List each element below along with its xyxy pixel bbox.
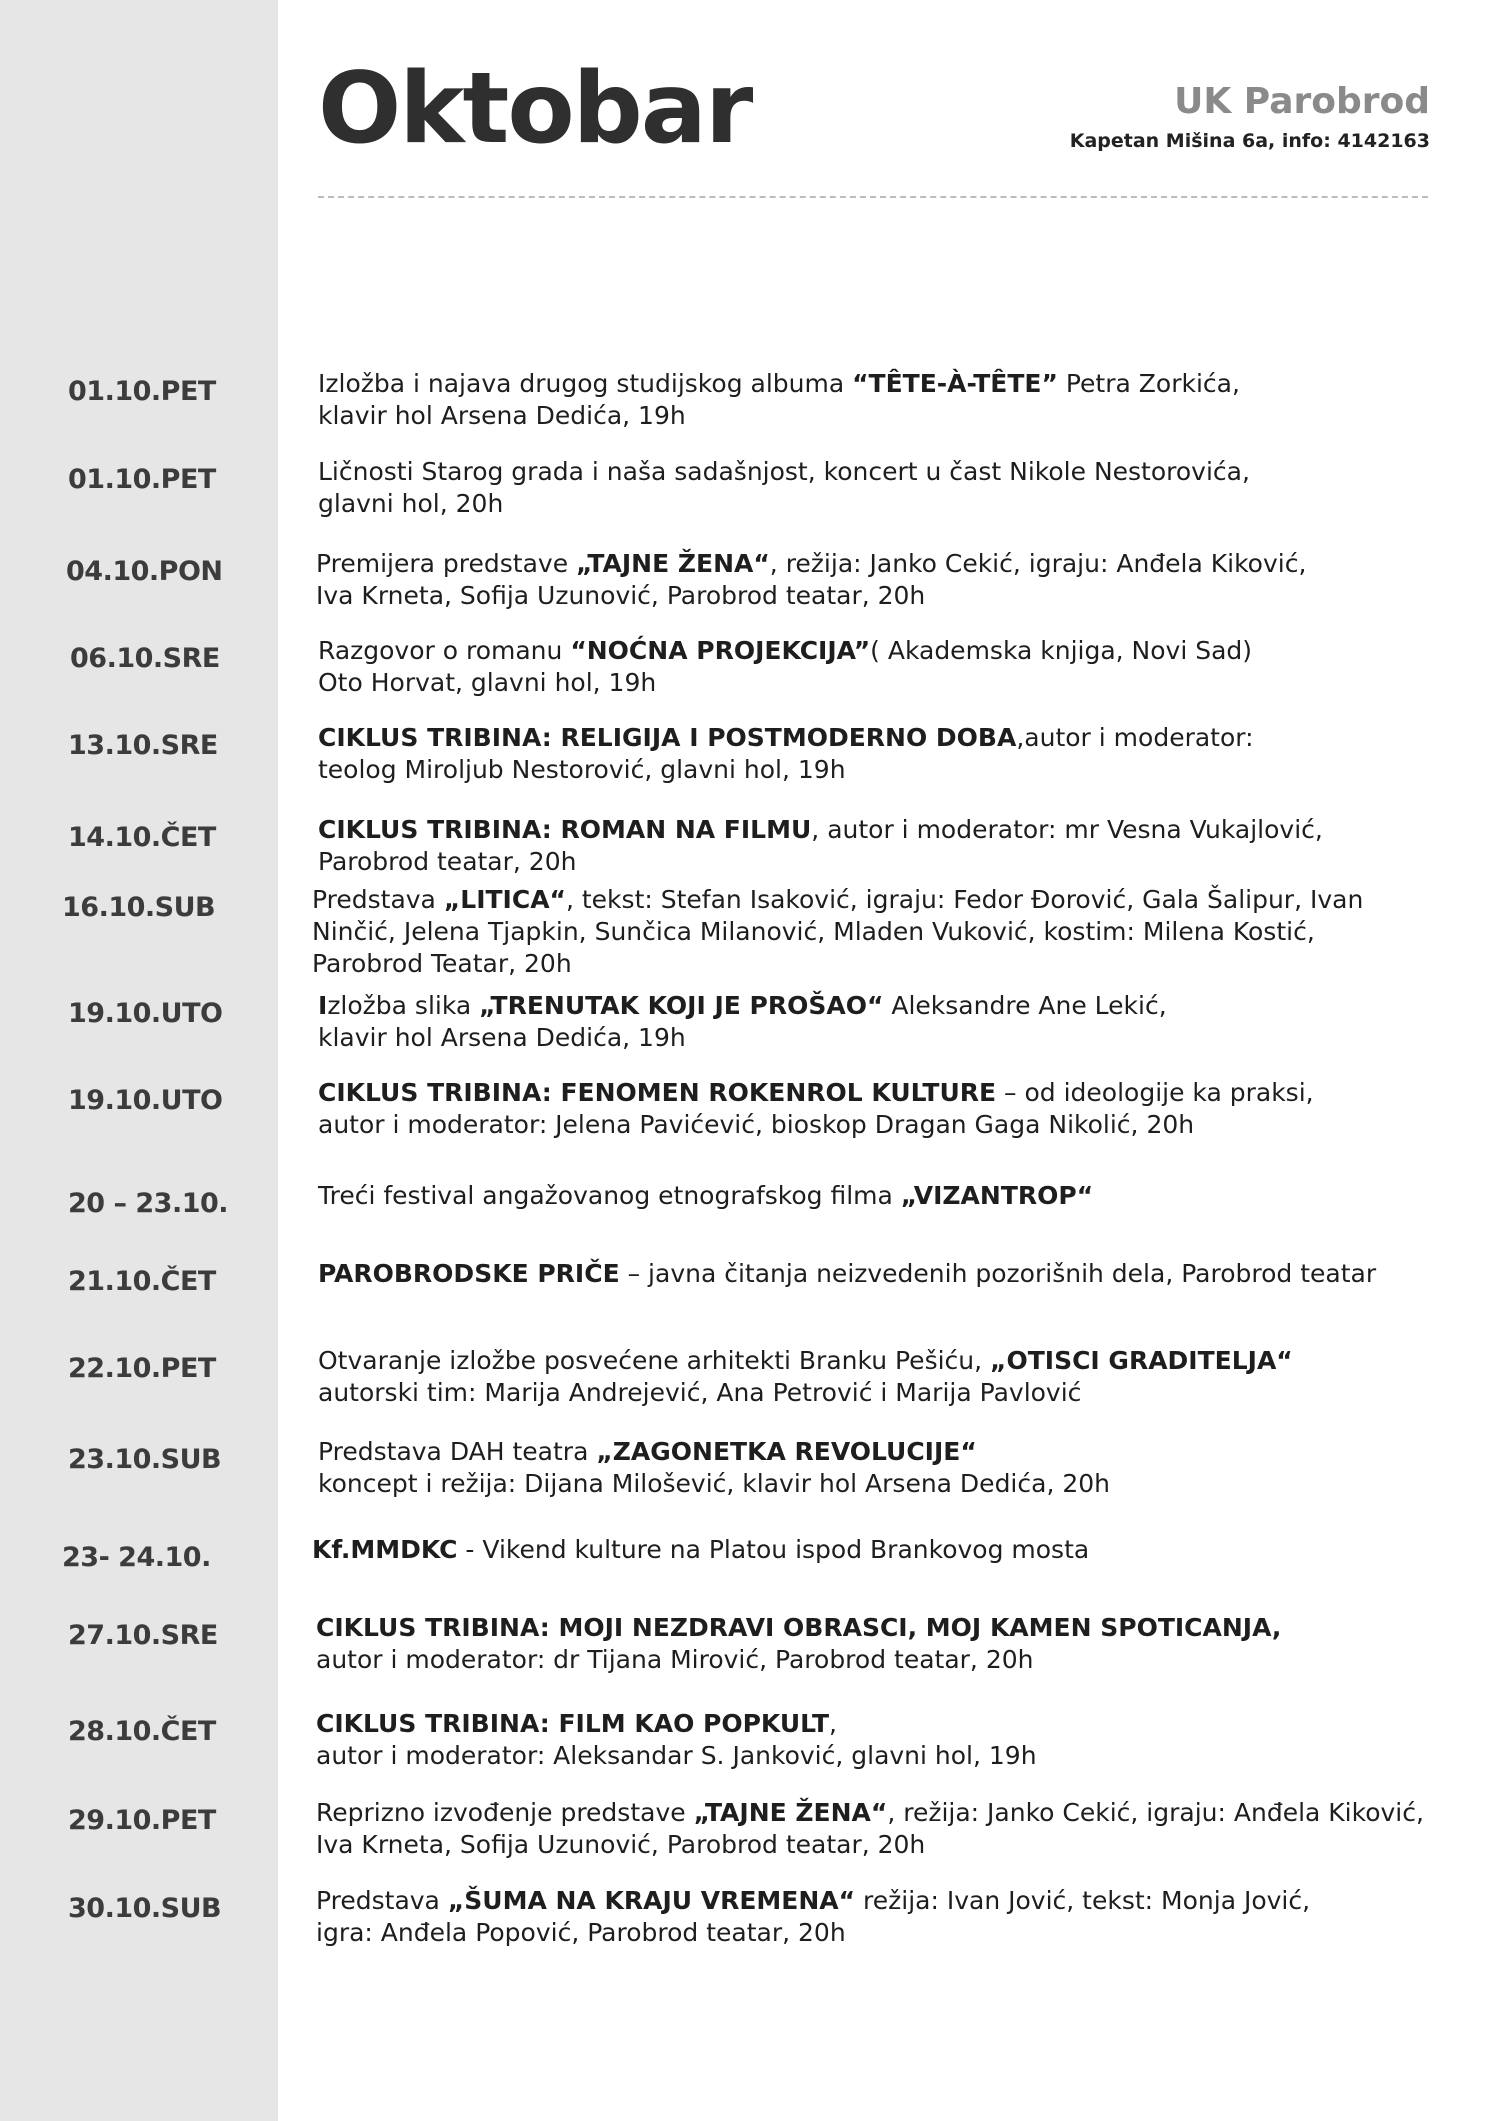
event-date: 21.10.ČET <box>68 1266 216 1297</box>
event-description <box>316 548 1436 612</box>
event-highlight: „VIZANTROP“ <box>900 1181 1094 1210</box>
event-description <box>316 1612 1436 1676</box>
event-text: Razgovor o romanu <box>318 636 571 665</box>
event-text: koncept i režija: Dijana Milošević, klavir hol Arsena Dedića, 20h <box>318 1469 1110 1498</box>
event-text: Petra Zorkića, <box>1057 369 1240 398</box>
event-description <box>318 635 1438 699</box>
event-text: Ličnosti Starog grada i naša sadašnjost, koncert u čast Nikole Nestorovića, <box>318 457 1250 486</box>
event-text: Izložba i najava drugog studijskog albuma <box>318 369 853 398</box>
event-text: igra: Anđela Popović, Parobrod teatar, 20h <box>316 1918 846 1947</box>
event-text: – od ideologije ka praksi, <box>996 1078 1314 1107</box>
event-description <box>318 1077 1438 1141</box>
event-text: , režija: Janko Cekić, igraju: Anđela Kiković, <box>887 1798 1424 1827</box>
event-description <box>318 722 1438 786</box>
event-text: , autor i moderator: mr Vesna Vukajlović, <box>811 815 1323 844</box>
event-description <box>316 1885 1436 1949</box>
event-description <box>318 1345 1438 1409</box>
event-date: 28.10.ČET <box>68 1716 216 1747</box>
event-text: klavir hol Arsena Dedića, 19h <box>318 1023 686 1052</box>
event-text: teolog Miroljub Nestorović, glavni hol, 19h <box>318 755 846 784</box>
event-date: 06.10.SRE <box>70 643 220 674</box>
event-description <box>318 368 1438 432</box>
event-highlight: „LITICA“ <box>443 885 566 914</box>
event-description <box>318 814 1438 878</box>
event-text: , režija: Janko Cekić, igraju: Anđela Kiković, <box>769 549 1307 578</box>
event-text: Oto Horvat, glavni hol, 19h <box>318 668 657 697</box>
event-highlight: CIKLUS TRIBINA: FENOMEN ROKENROL KULTURE <box>318 1078 997 1107</box>
event-date: 04.10.PON <box>66 556 223 587</box>
event-text: Aleksandre Ane Lekić, <box>883 991 1167 1020</box>
event-text: , tekst: Stefan Isaković, igraju: Fedor Đorović, Gala Šalipur, Ivan <box>565 885 1364 914</box>
event-highlight: I <box>318 991 328 1020</box>
event-date: 23.10.SUB <box>68 1444 222 1475</box>
event-date: 22.10.PET <box>68 1353 216 1384</box>
event-date: 20 – 23.10. <box>68 1188 229 1219</box>
event-text: Iva Krneta, Sofija Uzunović, Parobrod teatar, 20h <box>316 581 926 610</box>
event-date: 30.10.SUB <box>68 1893 222 1924</box>
event-description <box>318 456 1438 520</box>
event-highlight: “TÊTE-À-TÊTE” <box>852 369 1058 398</box>
event-description <box>318 1258 1438 1290</box>
event-date: 14.10.ČET <box>68 822 216 853</box>
event-text: ( Akademska knjiga, Novi Sad) <box>870 636 1253 665</box>
venue-info: Kapetan Mišina 6a, info: 4142163 <box>1069 129 1430 152</box>
event-highlight: CIKLUS TRIBINA: ROMAN NA FILMU <box>318 815 812 844</box>
event-description <box>312 1534 1432 1566</box>
event-text: zložba slika <box>327 991 480 1020</box>
event-highlight: „ZAGONETKA REVOLUCIJE“ <box>596 1437 977 1466</box>
event-date: 01.10.PET <box>68 376 216 407</box>
event-text: autor i moderator: dr Tijana Mirović, Parobrod teatar, 20h <box>316 1645 1034 1674</box>
event-text: glavni hol, 20h <box>318 489 504 518</box>
event-description <box>316 1708 1436 1772</box>
event-date: 16.10.SUB <box>62 892 216 923</box>
event-text: autorski tim: Marija Andrejević, Ana Petrović i Marija Pavlović <box>318 1378 1082 1407</box>
event-text: ,autor i moderator: <box>1016 723 1254 752</box>
event-text: Treći festival angažovanog etnografskog filma <box>318 1181 901 1210</box>
event-date: 19.10.UTO <box>68 1085 223 1116</box>
event-highlight: CIKLUS TRIBINA: MOJI NEZDRAVI OBRASCI, MOJ KAMEN SPOTICANJA, <box>316 1613 1282 1642</box>
event-text: Predstava <box>312 885 444 914</box>
event-text: Parobrod Teatar, 20h <box>312 949 572 978</box>
event-text: autor i moderator: Jelena Pavićević, bioskop Dragan Gaga Nikolić, 20h <box>318 1110 1195 1139</box>
event-highlight: PAROBRODSKE PRIČE <box>318 1259 620 1288</box>
event-date: 19.10.UTO <box>68 998 223 1029</box>
event-text: Ninčić, Jelena Tjapkin, Sunčica Milanović, Mladen Vuković, kostim: Milena Kostić, <box>312 917 1315 946</box>
event-text: , <box>829 1709 837 1738</box>
event-text: - Vikend kulture na Platou ispod Brankovog mosta <box>457 1535 1090 1564</box>
event-description <box>312 884 1432 980</box>
venue-name: UK Parobrod <box>1174 81 1430 122</box>
event-date: 29.10.PET <box>68 1805 216 1836</box>
event-text: Reprizno izvođenje predstave <box>316 1798 694 1827</box>
event-date: 13.10.SRE <box>68 730 218 761</box>
header-divider <box>318 196 1428 198</box>
event-highlight: „TAJNE ŽENA“ <box>693 1798 888 1827</box>
event-text: Parobrod teatar, 20h <box>318 847 577 876</box>
event-highlight: Kf.MMDKC <box>312 1535 458 1564</box>
event-text: Iva Krneta, Sofija Uzunović, Parobrod teatar, 20h <box>316 1830 926 1859</box>
sidebar-band <box>0 0 278 2121</box>
event-highlight: CIKLUS TRIBINA: RELIGIJA I POSTMODERNO DOBA <box>318 723 1017 752</box>
page-title: Oktobar <box>318 52 752 166</box>
event-text: Otvaranje izložbe posvećene arhitekti Branku Pešiću, <box>318 1346 991 1375</box>
event-highlight: „ŠUMA NA KRAJU VREMENA“ <box>447 1886 856 1915</box>
event-text: Predstava <box>316 1886 448 1915</box>
event-description <box>318 1180 1438 1212</box>
event-text: autor i moderator: Aleksandar S. Janković, glavni hol, 19h <box>316 1741 1037 1770</box>
event-date: 23- 24.10. <box>62 1542 211 1573</box>
event-highlight: CIKLUS TRIBINA: FILM KAO POPKULT <box>316 1709 830 1738</box>
event-text: Premijera predstave <box>316 549 577 578</box>
event-date: 27.10.SRE <box>68 1620 218 1651</box>
venue-block <box>1070 82 1430 152</box>
event-text: režija: Ivan Jović, tekst: Monja Jović, <box>855 1886 1311 1915</box>
event-highlight: „TAJNE ŽENA“ <box>576 549 770 578</box>
event-highlight: „OTISCI GRADITELJA“ <box>990 1346 1293 1375</box>
event-description <box>318 990 1438 1054</box>
event-highlight: „TRENUTAK KOJI JE PROŠAO“ <box>479 991 884 1020</box>
event-text: – javna čitanja neizvedenih pozorišnih dela, Parobrod teatar <box>619 1259 1377 1288</box>
event-text: klavir hol Arsena Dedića, 19h <box>318 401 686 430</box>
event-description <box>318 1436 1438 1500</box>
event-text: Predstava DAH teatra <box>318 1437 597 1466</box>
event-description <box>316 1797 1436 1861</box>
event-date: 01.10.PET <box>68 464 216 495</box>
event-highlight: “NOĆNA PROJEKCIJA” <box>570 636 871 665</box>
